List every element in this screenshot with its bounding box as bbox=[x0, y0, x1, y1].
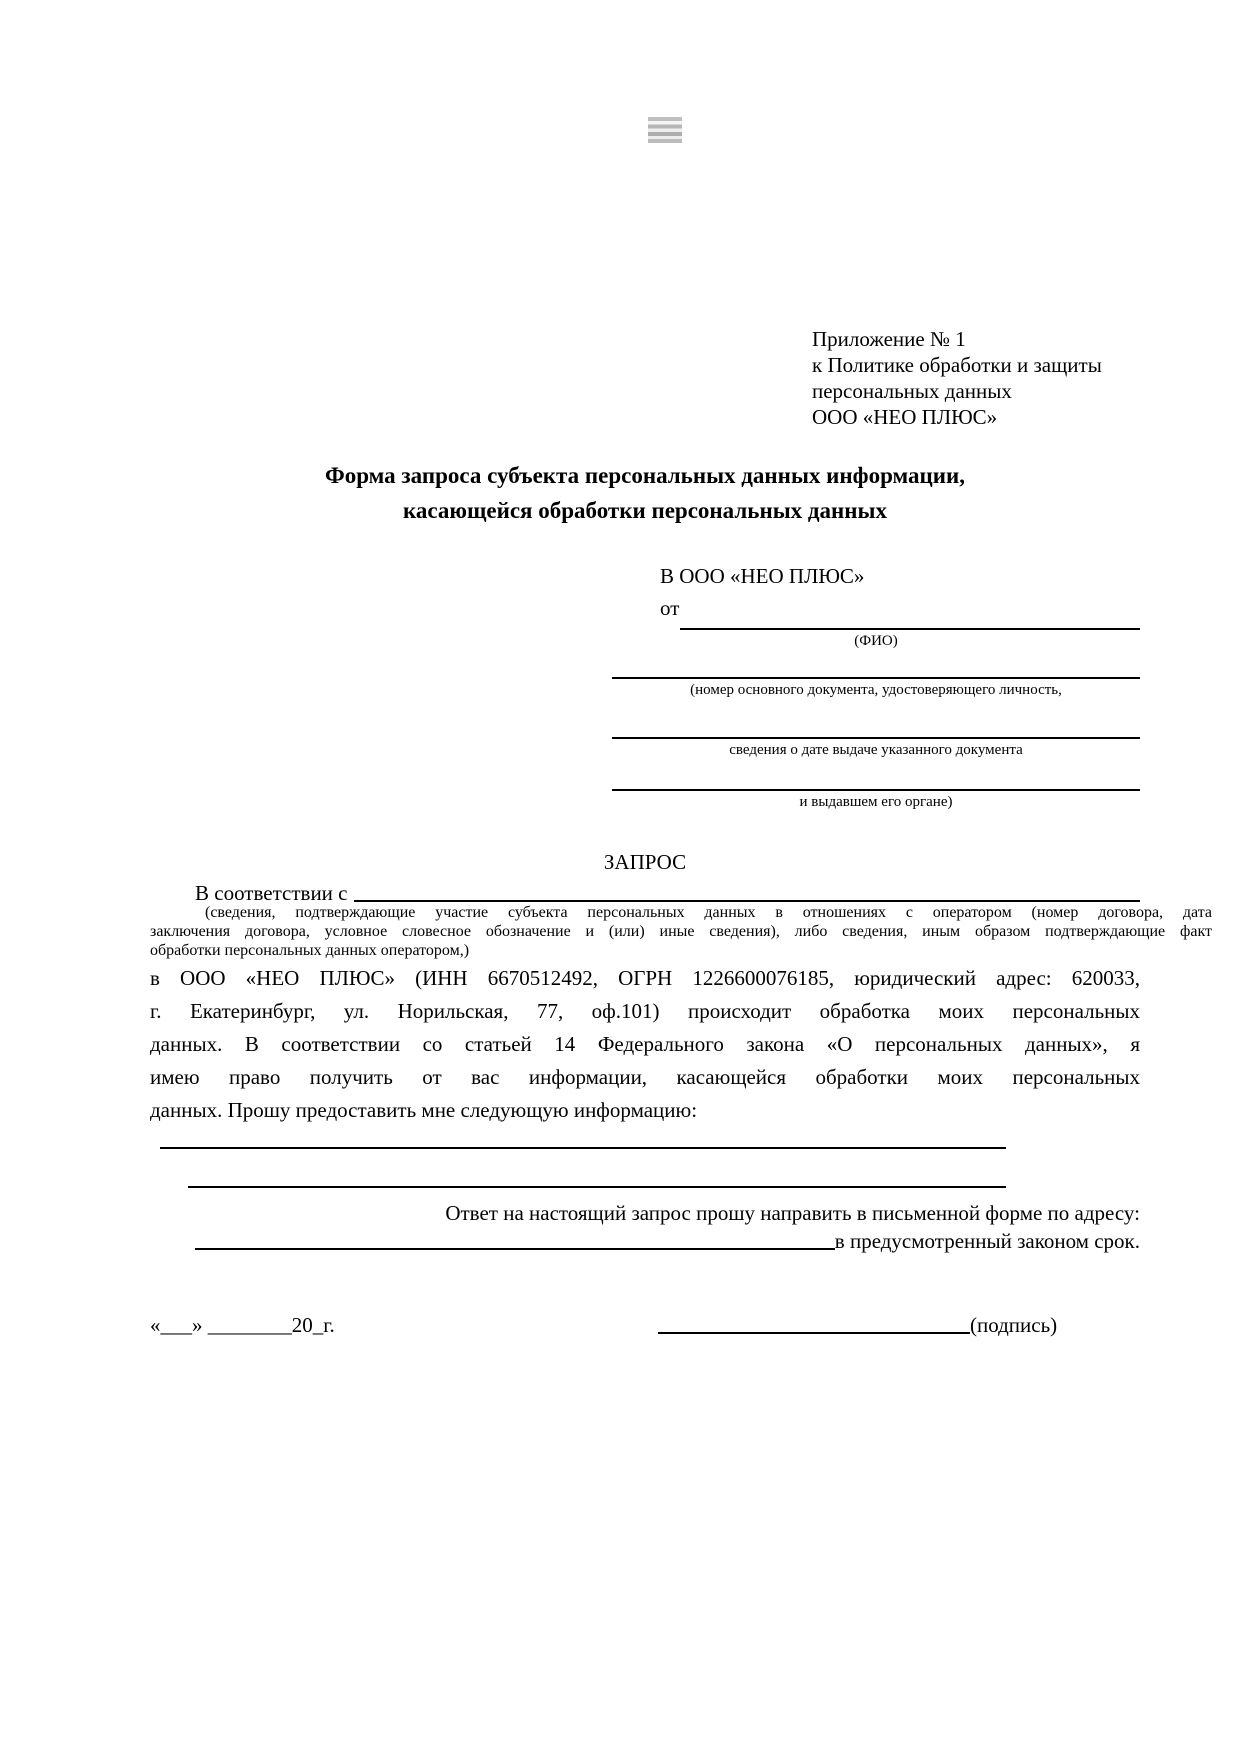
requested-info-blank-line bbox=[160, 1147, 1006, 1149]
requested-info-blank-line bbox=[188, 1186, 1006, 1188]
document-number-caption: (номер основного документа, удостоверяющего личность, bbox=[690, 682, 1062, 698]
blurred-thumbnail-icon bbox=[648, 117, 682, 143]
request-heading: ЗАПРОС bbox=[603, 850, 687, 874]
request-body-line: данных. В соответствии со статьей 14 Федерального закона «О персональных данных», я bbox=[150, 1032, 1140, 1056]
request-body-line: г. Екатеринбург, ул. Норильская, 77, оф.101) происходит обработка моих персональных bbox=[150, 999, 1140, 1023]
issue-date-field bbox=[612, 720, 1140, 759]
document-number-blank-line bbox=[612, 660, 1140, 679]
request-body-line: имею право получить от вас информации, касающейся обработки моих персональных bbox=[150, 1065, 1140, 1089]
addressee-to: В ООО «НЕО ПЛЮС» bbox=[660, 564, 865, 588]
basis-note-line: заключения договора, условное словесное обозначение и (или) иные сведения), либо сведения, иным образом подтверждающие факт bbox=[150, 923, 1212, 940]
issue-date-blank-line bbox=[612, 720, 1140, 739]
answer-address-row bbox=[195, 1229, 1140, 1253]
request-intro-row bbox=[150, 881, 1140, 905]
appendix-line: ООО «НЕО ПЛЮС» bbox=[812, 405, 998, 429]
document-number-field bbox=[612, 660, 1140, 699]
fio-field bbox=[612, 611, 1140, 650]
issuing-authority-caption: и выдавшем его органе) bbox=[799, 794, 953, 810]
request-body-line: данных. Прошу предоставить мне следующую информацию: bbox=[150, 1098, 698, 1122]
fio-caption: (ФИО) bbox=[854, 633, 898, 649]
signature-caption: (подпись) bbox=[970, 1313, 1058, 1337]
appendix-note bbox=[812, 326, 1102, 430]
basis-note-line: обработки персональных данных оператором,) bbox=[150, 942, 470, 959]
document-title-line: касающейся обработки персональных данных bbox=[402, 498, 888, 523]
appendix-line: к Политике обработки и защиты bbox=[812, 353, 1102, 377]
addressee-from-label: от bbox=[660, 596, 680, 620]
document-title bbox=[150, 458, 1140, 528]
signature-block bbox=[658, 1313, 1063, 1337]
applicant-fields bbox=[612, 611, 1140, 811]
document-title-line: Форма запроса субъекта персональных данных информации, bbox=[324, 463, 966, 488]
answer-delivery-sentence: Ответ на настоящий запрос прошу направить в письменной форме по адресу: bbox=[445, 1201, 1140, 1225]
address-blank-line bbox=[195, 1229, 835, 1250]
answer-delivery-tail: в предусмотренный законом срок. bbox=[834, 1229, 1140, 1253]
date-blank: «___» ________20_г. bbox=[150, 1313, 335, 1337]
request-basis-blank-line bbox=[354, 881, 1141, 902]
request-intro-label: В соответствии с bbox=[195, 881, 348, 905]
request-body-line: в ООО «НЕО ПЛЮС» (ИНН 6670512492, ОГРН 1226600076185, юридический адрес: 620033, bbox=[150, 966, 1140, 990]
fio-blank-line bbox=[680, 611, 1140, 630]
request-body-paragraph bbox=[150, 962, 1140, 1127]
issuing-authority-field bbox=[612, 772, 1140, 811]
appendix-line: Приложение № 1 bbox=[812, 327, 966, 351]
appendix-line: персональных данных bbox=[812, 379, 1012, 403]
issuing-authority-blank-line bbox=[612, 772, 1140, 791]
basis-note-line: (сведения, подтверждающие участие субъекта персональных данных в отношениях с оператором (номер договора, дата bbox=[205, 904, 1212, 921]
basis-explanation-note bbox=[150, 903, 1212, 960]
signature-blank-line bbox=[658, 1313, 970, 1334]
issue-date-caption: сведения о дате выдаче указанного документа bbox=[729, 742, 1023, 758]
